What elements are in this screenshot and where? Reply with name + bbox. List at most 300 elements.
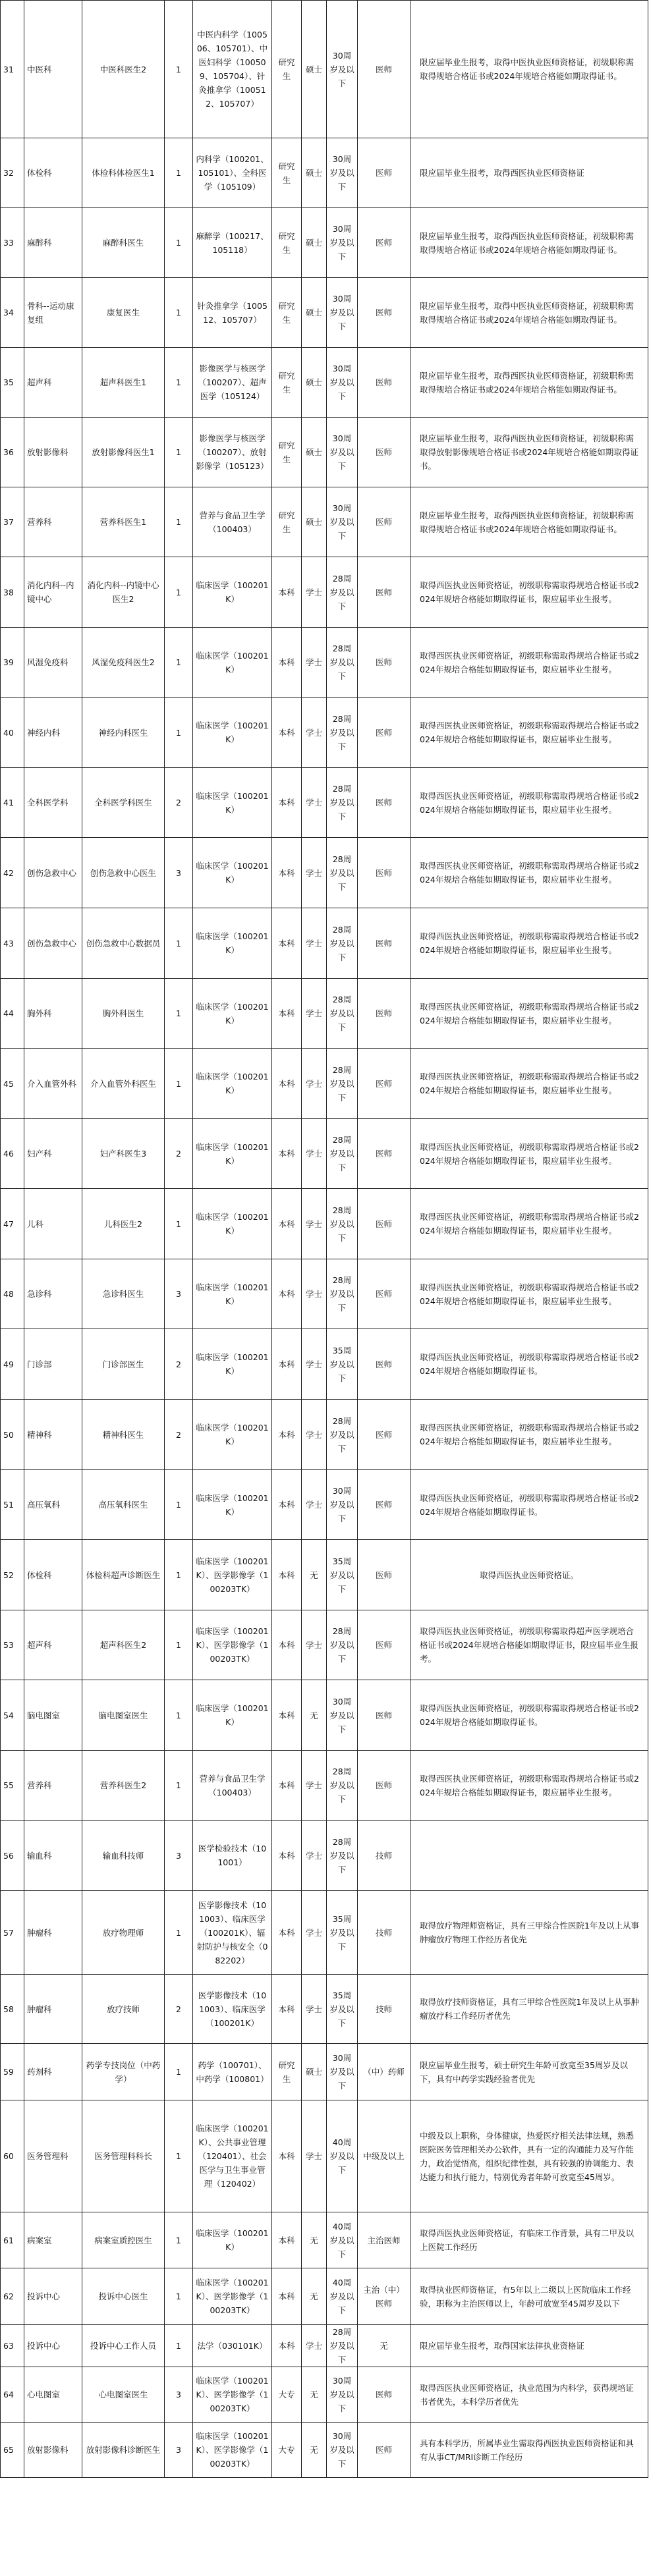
education: 本科 [272,2268,302,2325]
other-requirements: 限应届毕业生报考，取得西医执业医师资格证，初级职称需取得规培合格证书或2024年规培合格能如期取得证书。 [410,348,648,418]
degree: 硕士 [302,138,327,208]
title-requirement: 医师 [358,1540,410,1610]
degree: 学士 [302,768,327,838]
other-requirements: 限应届毕业生报考，硕士研究生年龄可放宽至35周岁及以下，具有中药学实践经验者优先 [410,2044,648,2100]
row-number: 46 [1,1119,24,1189]
other-requirements [410,1821,648,1891]
headcount: 2 [165,1400,193,1470]
department: 肿瘤科 [24,1975,82,2044]
degree: 学士 [302,1400,327,1470]
table-row [1,1470,648,1540]
post-name: 放疗物理师 [82,1891,165,1975]
row-number: 54 [1,1680,24,1751]
table-row [1,557,648,628]
post-name: 麻醉科医生 [82,208,165,278]
major: 临床医学（100201K）、医学影像学（100203TK） [193,2268,272,2325]
education: 本科 [272,1400,302,1470]
degree: 学士 [302,908,327,979]
row-number: 47 [1,1189,24,1259]
department: 儿科 [24,1189,82,1259]
headcount: 1 [165,557,193,628]
education: 本科 [272,1329,302,1400]
age-limit: 35周岁及以下 [327,1540,358,1610]
degree: 硕士 [302,1,327,138]
age-limit: 30周岁及以下 [327,2367,358,2423]
department: 医务管理科 [24,2100,82,2212]
major: 临床医学（100201K） [193,1680,272,1751]
row-number: 60 [1,2100,24,2212]
headcount: 1 [165,1540,193,1610]
degree: 无 [302,2268,327,2325]
department: 脑电图室 [24,1680,82,1751]
age-limit: 30周岁及以下 [327,418,358,487]
age-limit: 40周岁及以下 [327,2100,358,2212]
row-number: 53 [1,1610,24,1680]
row-number: 40 [1,698,24,768]
row-number: 59 [1,2044,24,2100]
other-requirements: 取得放疗技师资格证，具有三甲综合性医院1年及以上从事肿瘤放疗科工作经历者优先 [410,1975,648,2044]
row-number: 49 [1,1329,24,1400]
other-requirements: 取得西医执业医师资格证，初级职称需取得规培合格证书或2024年规培合格能如期取得证书，限应届毕业生报考。 [410,698,648,768]
major: 内科学（100201、105101）、全科医学（105109） [193,138,272,208]
other-requirements: 限应届毕业生报考，取得中医执业医师资格证，初级职称需取得规培合格证书或2024年规培合格能如期取得证书。 [410,1,648,138]
other-requirements: 中级及以上职称，身体健康，热爱医疗相关法律法规，熟悉医院医务管理相关办公软件，具有一定的沟通能力及写作能力，政治觉悟高，组织纪律性强，具有较强的协调能力、表达能力和执行能力，特别优秀者年龄可放宽至45周岁。 [410,2100,648,2212]
department: 输血科 [24,1821,82,1891]
other-requirements: 限应届毕业生报考，取得西医执业医师资格证，初级职称需取得放射影像规培合格证书或2024年规培合格能如期取得证书。 [410,418,648,487]
post-name: 急诊科医生 [82,1259,165,1329]
major: 临床医学（100201K） [193,1259,272,1329]
department: 药剂科 [24,2044,82,2100]
table-row [1,278,648,348]
major: 医学影像技术（101003）、临床医学（100201K）、辐射防护与核安全（082202） [193,1891,272,1975]
education: 本科 [272,838,302,908]
row-number: 56 [1,1821,24,1891]
headcount: 1 [165,2212,193,2268]
education: 本科 [272,1751,302,1821]
degree: 无 [302,1540,327,1610]
education: 本科 [272,1119,302,1189]
department: 创伤急救中心 [24,908,82,979]
headcount: 1 [165,1751,193,1821]
degree: 硕士 [302,208,327,278]
table-row [1,208,648,278]
post-name: 妇产科医生3 [82,1119,165,1189]
post-name: 高压氧科医生 [82,1470,165,1540]
other-requirements: 取得西医执业医师资格证，初级职称需取得规培合格证书或2024年规培合格能如期取得证书。 [410,1680,648,1751]
education: 大专 [272,2367,302,2423]
other-requirements: 取得西医执业医师资格证，初级职称需取得规培合格证书或2024年规培合格能如期取得证书，限应届毕业生报考。 [410,1189,648,1259]
age-limit: 35周岁及以下 [327,1891,358,1975]
department: 神经内科 [24,698,82,768]
major: 临床医学（100201K）、医学影像学（100203TK） [193,1610,272,1680]
education: 研究生 [272,348,302,418]
headcount: 1 [165,1470,193,1540]
headcount: 1 [165,979,193,1049]
department: 投诉中心 [24,2325,82,2367]
education: 研究生 [272,208,302,278]
other-requirements: 取得西医执业医师资格证，初级职称需取得规培合格证书或2024年规培合格能如期取得证书，限应届毕业生报考。 [410,628,648,698]
major: 临床医学（100201K） [193,628,272,698]
table-row [1,1821,648,1891]
major: 营养与食品卫生学（100403） [193,487,272,557]
post-name: 创伤急救中心数据员 [82,908,165,979]
headcount: 1 [165,418,193,487]
degree: 无 [302,2212,327,2268]
age-limit: 40周岁及以下 [327,2268,358,2325]
post-name: 全科医学科医生 [82,768,165,838]
headcount: 3 [165,2367,193,2423]
post-name: 心电图室医生 [82,2367,165,2423]
title-requirement: （中）药师 [358,2044,410,2100]
department: 肿瘤科 [24,1891,82,1975]
degree: 硕士 [302,487,327,557]
title-requirement: 医师 [358,138,410,208]
department: 麻醉科 [24,208,82,278]
other-requirements: 取得西医执业医师资格证，初级职称需取得规培合格证书或2024年规培合格能如期取得证书，限应届毕业生报考。 [410,1259,648,1329]
row-number: 36 [1,418,24,487]
age-limit: 35周岁及以下 [327,1329,358,1400]
title-requirement: 医师 [358,1610,410,1680]
department: 门诊部 [24,1329,82,1400]
major: 临床医学（100201K） [193,768,272,838]
row-number: 41 [1,768,24,838]
headcount: 1 [165,487,193,557]
major: 影像医学与核医学（100207）、超声医学（105124） [193,348,272,418]
post-name: 体检科体检医生1 [82,138,165,208]
age-limit: 28周岁及以下 [327,1049,358,1119]
major: 临床医学（100201K） [193,908,272,979]
post-name: 医务管理科科长 [82,2100,165,2212]
education: 本科 [272,1610,302,1680]
headcount: 1 [165,908,193,979]
age-limit: 28周岁及以下 [327,1610,358,1680]
department: 创伤急救中心 [24,838,82,908]
department: 心电图室 [24,2367,82,2423]
education: 本科 [272,2212,302,2268]
age-limit: 30周岁及以下 [327,2044,358,2100]
title-requirement: 医师 [358,418,410,487]
title-requirement: 无 [358,2325,410,2367]
education: 本科 [272,1049,302,1119]
age-limit: 30周岁及以下 [327,138,358,208]
education: 本科 [272,1821,302,1891]
department: 超声科 [24,1610,82,1680]
title-requirement: 医师 [358,208,410,278]
post-name: 病案室质控医生 [82,2212,165,2268]
department: 体检科 [24,1540,82,1610]
table-row [1,348,648,418]
title-requirement: 医师 [358,1,410,138]
row-number: 33 [1,208,24,278]
title-requirement: 医师 [358,557,410,628]
row-number: 42 [1,838,24,908]
major: 中医内科学（100506、105701）、中医妇科学（100509、105704）、针灸推拿学（100512、105707） [193,1,272,138]
other-requirements: 取得西医执业医师资格证，初级职称需取得规培合格证书或2024年规培合格能如期取得证书，限应届毕业生报考。 [410,557,648,628]
major: 影像医学与核医学（100207）、放射影像学（105123） [193,418,272,487]
education: 本科 [272,1189,302,1259]
post-name: 脑电图室医生 [82,1680,165,1751]
other-requirements: 取得西医执业医师资格证，初级职称需取得规培合格证书或2024年规培合格能如期取得证书，限应届毕业生报考。 [410,838,648,908]
title-requirement: 医师 [358,1680,410,1751]
post-name: 精神科医生 [82,1400,165,1470]
other-requirements: 取得西医执业医师资格证，初级职称需取得规培合格证书或2024年规培合格能如期取得证书，限应届毕业生报考。 [410,1119,648,1189]
post-name: 门诊部医生 [82,1329,165,1400]
row-number: 38 [1,557,24,628]
title-requirement: 医师 [358,698,410,768]
age-limit: 28周岁及以下 [327,1821,358,1891]
row-number: 44 [1,979,24,1049]
age-limit: 28周岁及以下 [327,908,358,979]
row-number: 34 [1,278,24,348]
table-row [1,979,648,1049]
other-requirements: 取得西医执业医师资格证，初级职称需取得规培合格证书或2024年规培合格能如期取得证书，限应届毕业生报考。 [410,768,648,838]
department: 病案室 [24,2212,82,2268]
age-limit: 28周岁及以下 [327,2325,358,2367]
headcount: 2 [165,1975,193,2044]
table-row [1,2367,648,2423]
title-requirement: 医师 [358,487,410,557]
major: 临床医学（100201K） [193,1049,272,1119]
headcount: 1 [165,1189,193,1259]
headcount: 1 [165,1891,193,1975]
title-requirement: 技师 [358,1891,410,1975]
major: 医学影像技术（101003）、临床医学（100201K） [193,1975,272,2044]
headcount: 1 [165,208,193,278]
row-number: 31 [1,1,24,138]
major: 麻醉学（100217、105118） [193,208,272,278]
major: 临床医学（100201K）、医学影像学（100203TK） [193,2423,272,2478]
title-requirement: 医师 [358,278,410,348]
table-row [1,2325,648,2367]
age-limit: 35周岁及以下 [327,1975,358,2044]
age-limit: 28周岁及以下 [327,1259,358,1329]
other-requirements: 具有本科学历，所属毕业生需取得西医执业医师资格证和具有从事CT/MRI诊断工作经历 [410,2423,648,2478]
other-requirements: 限应届毕业生报考，取得西医执业医师资格证，初级职称需取得规培合格证书或2024年规培合格能如期取得证书。 [410,208,648,278]
major: 临床医学（100201K） [193,1400,272,1470]
department: 骨科--运动康复组 [24,278,82,348]
other-requirements: 取得西医执业医师资格证，初级职称需取得规培合格证书或2024年规培合格能如期取得证书，限应届毕业生报考。 [410,1049,648,1119]
title-requirement: 医师 [358,1189,410,1259]
headcount: 1 [165,1610,193,1680]
title-requirement: 主治医师 [358,2212,410,2268]
title-requirement: 医师 [358,1751,410,1821]
table-row [1,908,648,979]
other-requirements: 限应届毕业生报考，取得西医执业医师资格证 [410,138,648,208]
other-requirements: 取得执业医师资格证，有5年以上二级以上医院临床工作经验，职称为主治医师以上，年龄可放宽至45周岁及以下 [410,2268,648,2325]
post-name: 介入血管外科医生 [82,1049,165,1119]
other-requirements: 限应届毕业生报考，取得国家法律执业资格证 [410,2325,648,2367]
education: 研究生 [272,278,302,348]
table-row [1,1680,648,1751]
education: 本科 [272,1680,302,1751]
degree: 学士 [302,1821,327,1891]
department: 急诊科 [24,1259,82,1329]
row-number: 43 [1,908,24,979]
post-name: 消化内科--内镜中心医生2 [82,557,165,628]
row-number: 64 [1,2367,24,2423]
education: 研究生 [272,487,302,557]
major: 临床医学（100201K）、公共事业管理（120401）、社会医学与卫生事业管理（120402） [193,2100,272,2212]
major: 临床医学（100201K）、医学影像学（100203TK） [193,2367,272,2423]
degree: 硕士 [302,418,327,487]
major: 医学检验技术（101001） [193,1821,272,1891]
degree: 学士 [302,557,327,628]
age-limit: 40周岁及以下 [327,2212,358,2268]
post-name: 营养科医生1 [82,487,165,557]
headcount: 3 [165,2423,193,2478]
education: 本科 [272,768,302,838]
table-row [1,1189,648,1259]
other-requirements: 取得西医执业医师资格证，有临床工作背景，具有二甲及以上医院工作经历 [410,2212,648,2268]
table-row [1,1610,648,1680]
department: 妇产科 [24,1119,82,1189]
headcount: 1 [165,2325,193,2367]
headcount: 1 [165,138,193,208]
other-requirements: 取得西医执业医师资格证，初级职称需取得规培合格证书或2024年规培合格能如期取得证书，限应届毕业生报考。 [410,908,648,979]
table-row [1,138,648,208]
post-name: 投诉中心工作人员 [82,2325,165,2367]
row-number: 50 [1,1400,24,1470]
headcount: 1 [165,1049,193,1119]
headcount: 1 [165,348,193,418]
table-row [1,2423,648,2478]
headcount: 3 [165,1259,193,1329]
department: 胸外科 [24,979,82,1049]
table-row [1,1049,648,1119]
major: 药学（100701）、中药学（100801） [193,2044,272,2100]
post-name: 输血科技师 [82,1821,165,1891]
table-row [1,2100,648,2212]
post-name: 投诉中心医生 [82,2268,165,2325]
department: 消化内科--内镜中心 [24,557,82,628]
age-limit: 28周岁及以下 [327,1189,358,1259]
degree: 学士 [302,838,327,908]
headcount: 1 [165,1680,193,1751]
headcount: 1 [165,278,193,348]
headcount: 3 [165,1821,193,1891]
education: 本科 [272,1891,302,1975]
degree: 学士 [302,1751,327,1821]
table-row [1,838,648,908]
education: 本科 [272,628,302,698]
other-requirements: 取得西医执业医师资格证，初级职称需取得规培合格证书或2024年规培合格能如期取得证书。 [410,1470,648,1540]
age-limit: 28周岁及以下 [327,1119,358,1189]
headcount: 1 [165,2100,193,2212]
row-number: 57 [1,1891,24,1975]
age-limit: 28周岁及以下 [327,1751,358,1821]
age-limit: 28周岁及以下 [327,557,358,628]
post-name: 放射影像科诊断医生 [82,2423,165,2478]
department: 风湿免疫科 [24,628,82,698]
education: 本科 [272,2325,302,2367]
row-number: 45 [1,1049,24,1119]
other-requirements: 限应届毕业生报考，取得中医执业医师资格证，初级职称需取得规培合格证书或2024年规培合格能如期取得证书。 [410,278,648,348]
education: 研究生 [272,418,302,487]
table-row [1,418,648,487]
table-row [1,1540,648,1610]
row-number: 65 [1,2423,24,2478]
row-number: 62 [1,2268,24,2325]
major: 针灸推拿学（100512、105707） [193,278,272,348]
title-requirement: 技师 [358,1821,410,1891]
age-limit: 28周岁及以下 [327,698,358,768]
post-name: 放射影像科医生1 [82,418,165,487]
degree: 学士 [302,628,327,698]
title-requirement: 技师 [358,1975,410,2044]
post-name: 超声科医生1 [82,348,165,418]
major: 临床医学（100201K） [193,979,272,1049]
degree: 硕士 [302,348,327,418]
education: 本科 [272,557,302,628]
table-row [1,1,648,138]
education: 本科 [272,1470,302,1540]
title-requirement: 医师 [358,1049,410,1119]
age-limit: 28周岁及以下 [327,628,358,698]
education: 本科 [272,1540,302,1610]
age-limit: 28周岁及以下 [327,979,358,1049]
major: 临床医学（100201K） [193,698,272,768]
post-name: 药学专技岗位（中药学） [82,2044,165,2100]
age-limit: 28周岁及以下 [327,838,358,908]
title-requirement: 医师 [358,1119,410,1189]
title-requirement: 医师 [358,768,410,838]
title-requirement: 医师 [358,979,410,1049]
post-name: 超声科医生2 [82,1610,165,1680]
major: 临床医学（100201K） [193,1119,272,1189]
degree: 学士 [302,1049,327,1119]
post-name: 胸外科医生 [82,979,165,1049]
education: 本科 [272,1259,302,1329]
table-row [1,698,648,768]
headcount: 3 [165,838,193,908]
title-requirement: 医师 [358,348,410,418]
degree: 无 [302,1680,327,1751]
degree: 无 [302,2367,327,2423]
table-row [1,768,648,838]
post-name: 体检科超声诊断医生 [82,1540,165,1610]
degree: 硕士 [302,2044,327,2100]
age-limit: 30周岁及以下 [327,1,358,138]
title-requirement: 医师 [358,2367,410,2423]
table-row [1,2044,648,2100]
headcount: 1 [165,2268,193,2325]
table-row [1,1400,648,1470]
education: 本科 [272,1975,302,2044]
title-requirement: 医师 [358,838,410,908]
education: 研究生 [272,138,302,208]
post-name: 儿科医生2 [82,1189,165,1259]
table-row [1,487,648,557]
table-row [1,1975,648,2044]
department: 投诉中心 [24,2268,82,2325]
other-requirements: 取得西医执业医师资格证，初级职称需取得规培合格证书或2024年规培合格能如期取得证书。 [410,1329,648,1400]
department: 营养科 [24,487,82,557]
major: 临床医学（100201K） [193,557,272,628]
age-limit: 30周岁及以下 [327,1680,358,1751]
headcount: 2 [165,1119,193,1189]
department: 高压氧科 [24,1470,82,1540]
degree: 学士 [302,1470,327,1540]
headcount: 1 [165,698,193,768]
major: 临床医学（100201K） [193,1189,272,1259]
education: 大专 [272,2423,302,2478]
other-requirements: 取得西医执业医师资格证，初级职称需取得规培合格证书或2024年规培合格能如期取得证书，限应届毕业生报考。 [410,979,648,1049]
title-requirement: 医师 [358,1470,410,1540]
degree: 无 [302,2423,327,2478]
row-number: 48 [1,1259,24,1329]
degree: 学士 [302,2100,327,2212]
age-limit: 30周岁及以下 [327,1470,358,1540]
